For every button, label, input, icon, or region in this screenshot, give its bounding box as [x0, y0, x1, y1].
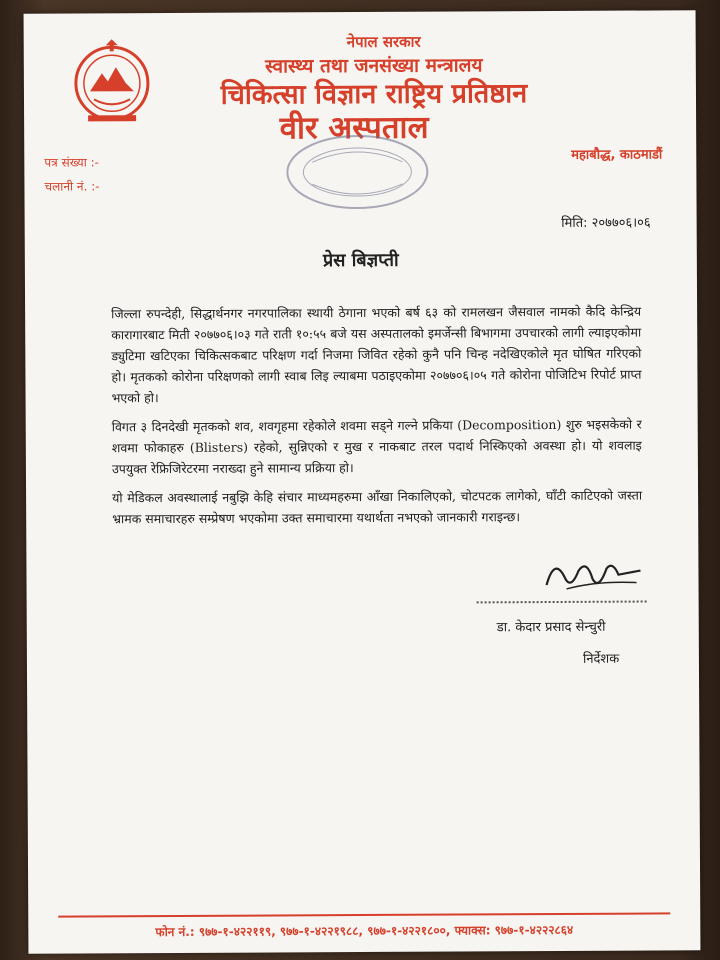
letter-body	[111, 301, 642, 538]
signature-line	[477, 601, 647, 604]
reference-number-label: पत्र संख्या :-	[44, 155, 100, 170]
letterhead-academy: चिकित्सा विज्ञान राष्ट्रिय प्रतिष्ठान	[220, 78, 528, 111]
paragraph-2: विगत ३ दिनदेखी मृतकको शव, शवगृहमा रहेकोले शवमा सड्ने गल्ने प्रकिया (Decomposition) शुरु भइसकेको र शवमा फोकाहरु (Blisters) रहेको, सुन्निएको र मुख र नाकबाट तरल पदार्थ निस्किएको अवस्था हो। यो शवलाइ उपयुक्त रेफ्रिजिरेटरमा नराख्दा हुने सामान्य प्रक्रिया हो।	[111, 416, 642, 477]
dispatch-number-label: चलानी नं. :-	[44, 179, 100, 194]
address: महाबौद्ध, काठमाडौं	[571, 147, 663, 163]
footer-divider	[58, 912, 670, 917]
footer-contact: फोन नं.: ९७७-१-४२२११९, ९७७-१-४२२१९८८, ९७७-१-४२२१८००, फ्याक्स: ९७७-१-४२२२८६४	[155, 922, 574, 940]
nepal-government-emblem-icon	[68, 37, 156, 125]
paragraph-1: जिल्ला रुपन्देही, सिद्धार्थनगर नगरपालिका स्थायी ठेगाना भएको बर्ष ६३ को रामलखन जैसवाल नामको कैदि केन्द्रिय कारागारबाट मिती २०७७०६।०३ गते राती १०:५५ बजे यस अस्पतालको इमर्जेन्सी बिभागमा उपचारको लागी ल्याइएकोमा ड्युटिमा खटिएका चिकित्सकबाट परिक्षण गर्दा निजमा जिवित रहेको कुनै पनि चिन्ह नदेखिएकोले मृत घोषित गरिएको हो। मृतकको कोरोना परिक्षणको लागी स्वाब लिइ ल्याबमा पठाइएकोमा २०७७०६।०५ गते कोरोना पोजिटिभ रिपोर्ट प्राप्त भएको हो।	[111, 303, 642, 406]
page-title: प्रेस बिज्ञप्ती	[322, 249, 399, 272]
official-stamp-icon	[282, 132, 432, 213]
letterhead-ministry: स्वास्थ्य तथा जनसंख्या मन्त्रालय	[265, 54, 483, 78]
letterhead-government: नेपाल सरकार	[346, 32, 421, 52]
letterhead-hospital: वीर अस्पताल	[279, 109, 429, 147]
signatory-name: डा. केदार प्रसाद सेन्चुरी	[496, 619, 606, 636]
handwritten-signature-icon	[536, 551, 646, 602]
letter-date: मिति: २०७७०६।०६	[561, 215, 651, 231]
signatory-designation: निर्देशक	[582, 651, 620, 667]
paragraph-3: यो मेडिकल अवस्थालाई नबुझि केहि संचार माध्यमहरुमा आँखा निकालिएको, चोटपटक लागेको, घाँटी काटिएको जस्ता भ्रामक समाचारहरु सम्प्रेषण भएकोमा उक्त समाचारमा यथार्थता नभएको जानकारी गराइन्छ।	[112, 487, 643, 527]
press-release-letter	[24, 10, 701, 954]
